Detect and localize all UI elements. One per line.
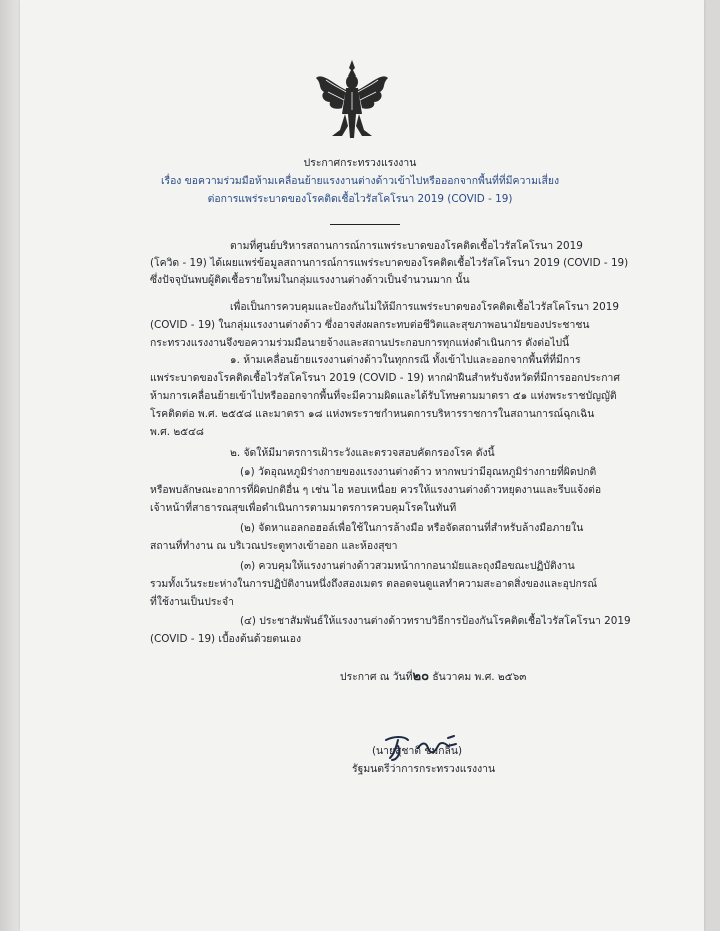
header-divider [330, 224, 400, 225]
p1-line: ซึ่งปัจจุบันพบผู้ติดเชื้อรายใหม่ในกลุ่มแรงงานต่างด้าวเป็นจำนวนมาก นั้น [150, 274, 470, 286]
subject-line-1: เรื่อง ขอความร่วมมือห้ามเคลื่อนย้ายแรงงานต่างด้าวเข้าไปหรือออกจากพื้นที่ที่มีความเสี่ยง [160, 175, 560, 187]
garuda-emblem-icon [312, 58, 392, 144]
p2-line: กระทรวงแรงงานจึงขอความร่วมมือนายจ้างและสถานประกอบการทุกแห่งดำเนินการ ดังต่อไปนี้ [150, 337, 570, 349]
date-day: ๒๐ [412, 669, 430, 684]
sub1-line: (๑) วัดอุณหภูมิร่างกายของแรงงานต่างด้าว หากพบว่ามีอุณหภูมิร่างกายที่ผิดปกติ [240, 466, 597, 478]
item1-line: แพร่ระบาดของโรคติดเชื้อไวรัสโคโรนา 2019 (COVID - 19) หากฝ่าฝืนสำหรับจังหวัดที่มีการออกประกาศ [150, 372, 620, 384]
p1-line: (โควิด - 19) ได้เผยแพร่ข้อมูลสถานการณ์การแพร่ระบาดของโรคติดเชื้อไวรัสโคโรนา 2019 (COVID - 19) [150, 257, 629, 269]
sub3-line: ที่ใช้งานเป็นประจำ [150, 596, 234, 608]
sub3-line: (๓) ควบคุมให้แรงงานต่างด้าวสวมหน้ากากอนามัยและถุงมือขณะปฏิบัติงาน [240, 560, 575, 572]
subject-line-2: ต่อการแพร่ระบาดของโรคติดเชื้อไวรัสโคโรนา 2019 (COVID - 19) [207, 193, 513, 205]
sub2-line: สถานที่ทำงาน ณ บริเวณประตูทางเข้าออก และห้องสุขา [150, 540, 398, 552]
sub2-line: (๒) จัดหาแอลกอฮอล์เพื่อใช้ในการล้างมือ หรือจัดสถานที่สำหรับล้างมือภายใน [240, 522, 584, 534]
scan-edge [0, 0, 20, 931]
date-line [340, 670, 526, 684]
item1-line: พ.ศ. ๒๕๔๘ [150, 426, 204, 438]
sub3-line: รวมทั้งเว้นระยะห่างในการปฏิบัติงานหนึ่งถึงสองเมตร ตลอดจนดูแลทำความสะอาดสิ่งของและอุปกรณ์ [150, 578, 597, 590]
sub4-line: (COVID - 19) เบื้องต้นด้วยตนเอง [150, 633, 302, 645]
announcement-title: ประกาศกระทรวงแรงงาน [303, 157, 417, 169]
sub1-line: เจ้าหน้าที่สาธารณสุขเพื่อดำเนินการตามมาตรการควบคุมโรคในทันที [150, 502, 457, 514]
item1-line: ๑. ห้ามเคลื่อนย้ายแรงงานต่างด้าวในทุกกรณี ทั้งเข้าไปและออกจากพื้นที่ที่มีการ [230, 354, 581, 366]
date-prefix: ประกาศ ณ วันที่ [340, 671, 413, 683]
signer-name: (นายสุชาติ ชมกลิ่น) [372, 745, 463, 757]
p1-line: ตามที่ศูนย์บริหารสถานการณ์การแพร่ระบาดของโรคติดเชื้อไวรัสโคโรนา 2019 [230, 240, 583, 252]
sub4-line: (๔) ประชาสัมพันธ์ให้แรงงานต่างด้าวทราบวิธีการป้องกันโรคติดเชื้อไวรัสโคโรนา 2019 [240, 615, 631, 627]
item2-heading: ๒. จัดให้มีมาตรการเฝ้าระวังและตรวจสอบคัดกรองโรค ดังนี้ [230, 447, 495, 459]
sub1-line: หรือพบลักษณะอาการที่ผิดปกติอื่น ๆ เช่น ไอ หอบเหนื่อย ควรให้แรงงานต่างด้าวหยุดงานและรีบแจ้งต่อ [150, 484, 602, 496]
item1-line: ห้ามการเคลื่อนย้ายเข้าไปหรือออกจากพื้นที่จะมีความผิดและได้รับโทษตามมาตรา ๕๑ แห่งพระราชบัญญัติ [150, 390, 617, 402]
p2-line: (COVID - 19) ในกลุ่มแรงงานต่างด้าว ซึ่งอาจส่งผลกระทบต่อชีวิตและสุขภาพอนามัยของประชาชน [150, 319, 590, 331]
item1-line: โรคติดต่อ พ.ศ. ๒๕๕๘ และมาตรา ๑๘ แห่งพระราชกำหนดการบริหารราชการในสถานการณ์ฉุกเฉิน [150, 408, 595, 420]
p2-line: เพื่อเป็นการควบคุมและป้องกันไม่ให้มีการแพร่ระบาดของโรคติดเชื้อไวรัสโคโรนา 2019 [230, 301, 619, 313]
date-suffix: ธันวาคม พ.ศ. ๒๕๖๓ [432, 671, 527, 683]
signer-title: รัฐมนตรีว่าการกระทรวงแรงงาน [352, 763, 496, 775]
